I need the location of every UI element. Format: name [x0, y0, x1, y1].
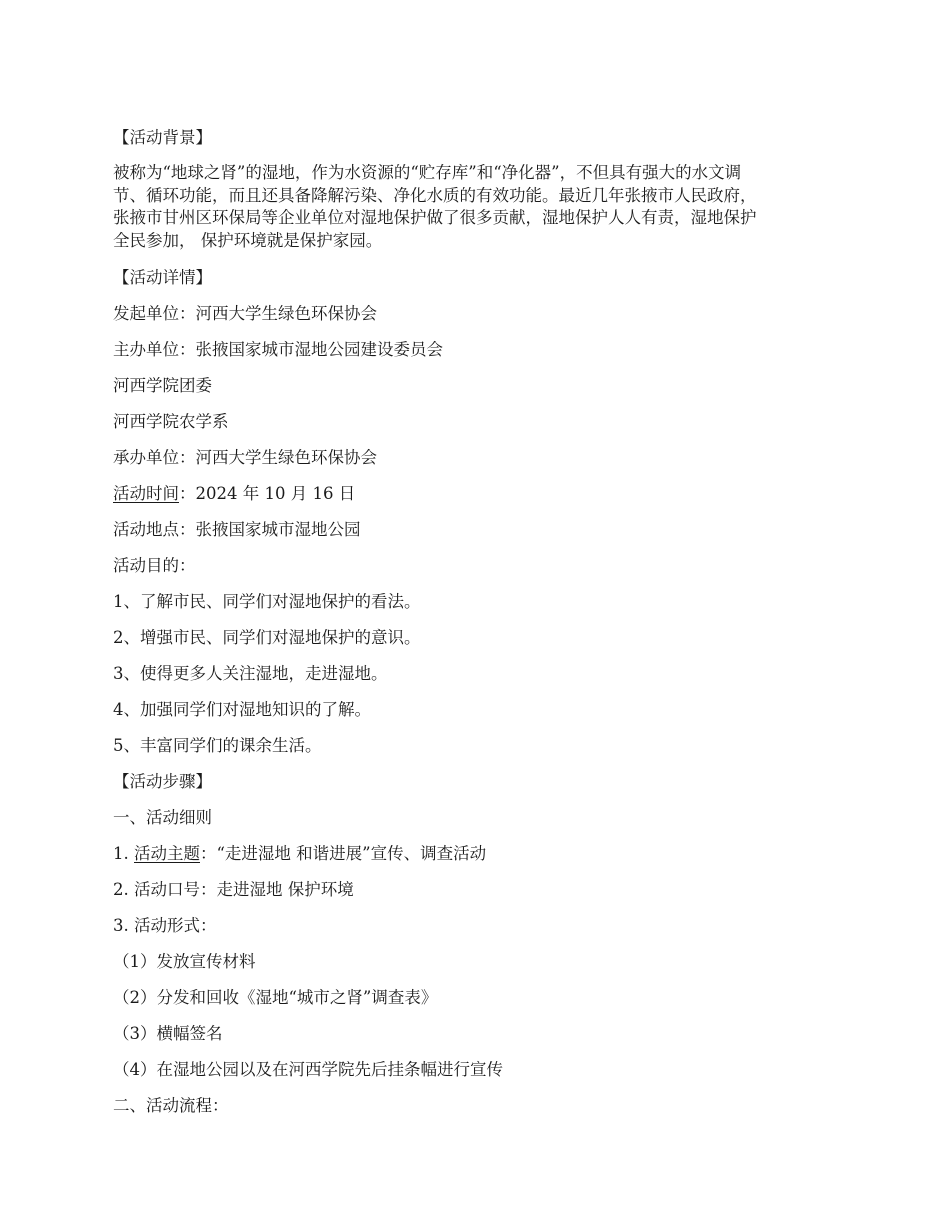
purpose-item: 5、丰富同学们的课余生活。 [113, 736, 322, 755]
theme-line [113, 842, 843, 865]
form-item: （4）在湿地公园以及在河西学院先后挂条幅进行宣传 [113, 1060, 503, 1079]
purpose-item: 2、增强市民、同学们对湿地保护的意识。 [113, 628, 421, 647]
form-item: （1）发放宣传材料 [113, 952, 256, 971]
background-paragraph [113, 162, 843, 252]
place-line: 活动地点：张掖国家城市湿地公园 [113, 520, 361, 539]
form-item: （2）分发和回收《湿地“城市之肾”调查表》 [113, 988, 438, 1007]
theme-prefix: 1. [113, 844, 134, 863]
initiator-line: 发起单位：河西大学生绿色环保协会 [113, 304, 377, 323]
time-value: ：2024 年 10 月 16 日 [179, 484, 356, 503]
heading-background: 【活动背景】 [113, 128, 212, 147]
background-line: 节、循环功能，而且还具备降解污染、净化水质的有效功能。最近几年张掖市人民政府， [113, 185, 757, 205]
time-label: 活动时间 [113, 484, 179, 503]
section-process: 二、活动流程： [113, 1096, 229, 1115]
host-line: 主办单位：张掖国家城市湿地公园建设委员会 [113, 340, 443, 359]
form-label: 3. 活动形式： [113, 916, 217, 935]
time-line [113, 482, 843, 505]
background-line: 被称为“地球之肾”的湿地，作为水资源的“贮存库”和“净化器”，不但具有强大的水文调 [113, 163, 742, 182]
background-line: 全民参加， 保护环境就是保护家园。 [113, 230, 383, 250]
theme-label: 活动主题 [134, 844, 200, 863]
purpose-item: 4、加强同学们对湿地知识的了解。 [113, 700, 371, 719]
purpose-label: 活动目的： [113, 556, 196, 575]
section-rules: 一、活动细则 [113, 808, 212, 827]
theme-value: ：“走进湿地 和谐进展”宣传、调查活动 [200, 844, 487, 863]
purpose-item: 3、使得更多人关注湿地，走进湿地。 [113, 664, 388, 683]
form-item: （3）横幅签名 [113, 1024, 223, 1043]
heading-steps: 【活动步骤】 [113, 772, 212, 791]
background-line: 张掖市甘州区环保局等企业单位对湿地保护做了很多贡献，湿地保护人人有责，湿地保护 [113, 208, 757, 227]
host-line-3: 河西学院农学系 [113, 412, 229, 431]
host-line-2: 河西学院团委 [113, 376, 212, 395]
slogan-line: 2. 活动口号：走进湿地 保护环境 [113, 880, 354, 899]
organizer-line: 承办单位：河西大学生绿色环保协会 [113, 448, 377, 467]
purpose-item: 1、了解市民、同学们对湿地保护的看法。 [113, 592, 421, 611]
heading-details: 【活动详情】 [113, 268, 212, 287]
document-page [113, 126, 843, 1130]
